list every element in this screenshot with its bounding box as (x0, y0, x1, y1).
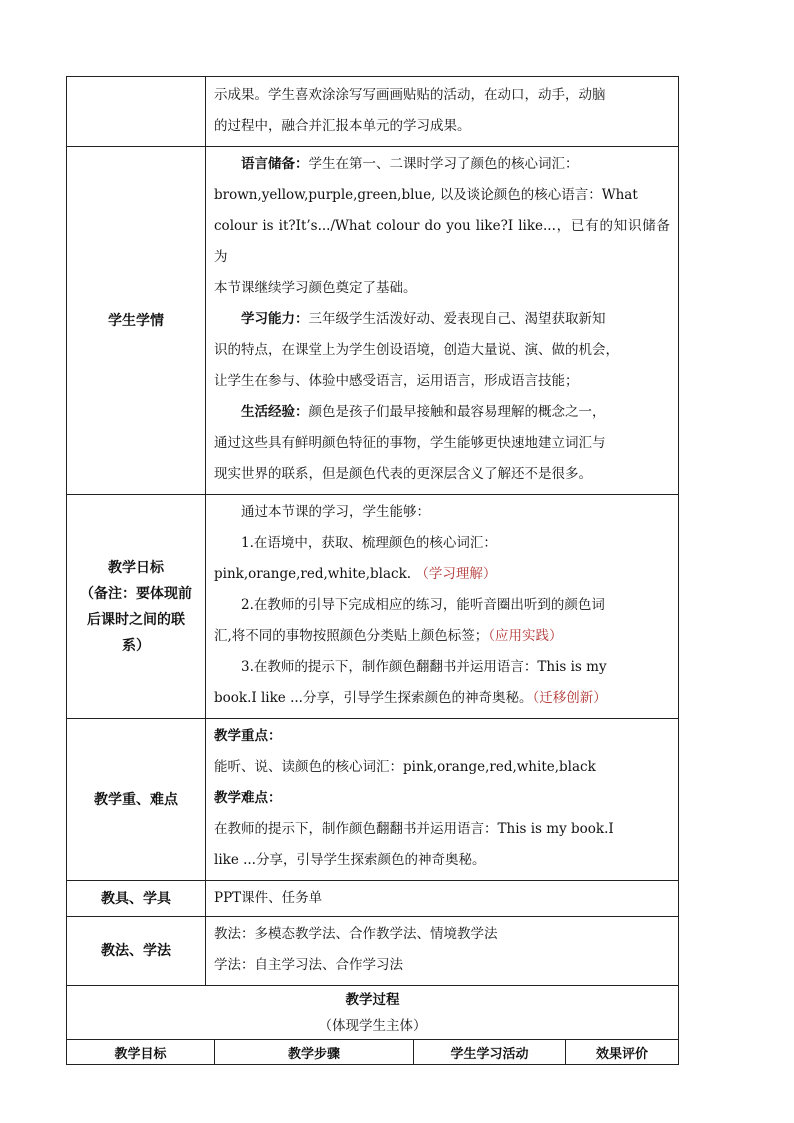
teaching-methods-content (206, 917, 679, 986)
lesson-plan-table (66, 76, 679, 1040)
row-student-analysis (67, 147, 679, 495)
column-header-evaluation: 效果评价 (566, 1040, 679, 1065)
goal-1-tag: （学习理解） (415, 566, 497, 582)
goal-2-line-1: 2.在教师的引导下完成相应的练习，能听音圈出听到的颜色词 (241, 597, 605, 613)
teaching-goals-label: 教学日标 （备注：要体现前 后课时之间的联 系） (67, 495, 206, 719)
goal-3-tag: （迁移创新） (532, 690, 607, 706)
teaching-methods-label: 教法、学法 (67, 917, 206, 986)
goal-2-line-2: 汇,将不同的事物按照颜色分类贴上颜色标签；（应用实践） (214, 628, 563, 644)
learning-method-text: 学法：自主学习法、合作学习法 (214, 957, 403, 973)
life-experience-line-1: 生活经验：颜色是孩子们最早接触和最容易理解的概念之一， (241, 404, 606, 420)
goal-1-line-2: pink,orange,red,white,black. （学习理解） (214, 566, 497, 582)
learning-ability-line-1: 学习能力：三年级学生活泼好动、爱表现自己、渴望获取新知 (241, 311, 606, 327)
process-subtitle: （体现学生主体） (318, 1017, 427, 1034)
key-point-text: 能听、说、读颜色的核心词汇：pink,orange,red,white,black (214, 759, 596, 775)
language-reserve-line-4: 本节课继续学习颜色奠定了基础。 (214, 280, 417, 296)
row-continued-content (67, 77, 679, 147)
continued-text-line-1: 示成果。学生喜欢涂涂写写画画贴贴的活动，在动口，动手，动脑 (214, 87, 606, 103)
key-point-heading: 教学重点： (214, 728, 282, 744)
column-header-goal: 教学目标 (67, 1040, 215, 1065)
goal-3-line-1: 3.在教师的提示下，制作颜色翻翻书并运用语言：This is my (241, 659, 607, 675)
key-points-content (206, 719, 679, 881)
life-experience-heading: 生活经验： (241, 404, 309, 420)
column-header-steps: 教学步骤 (215, 1040, 414, 1065)
difficulty-heading: 教学难点： (214, 790, 282, 806)
teaching-tools-content: PPT课件、任务单 (206, 881, 679, 917)
goals-intro: 通过本节课的学习，学生能够： (241, 504, 430, 520)
row-teaching-methods (67, 917, 679, 986)
continued-content-cell (206, 77, 679, 147)
goal-2-tag: （应用实践） (488, 628, 563, 644)
teaching-tools-label: 教具、学具 (67, 881, 206, 917)
row-key-points (67, 719, 679, 881)
learning-ability-line-2: 识的特点，在课堂上为学生创设语境，创造大量说、演、做的机会， (214, 342, 619, 358)
learning-ability-heading: 学习能力： (241, 311, 309, 327)
life-experience-line-3: 现实世界的联系，但是颜色代表的更深层含义了解还不是很多。 (214, 466, 592, 482)
column-header-activities: 学生学习活动 (414, 1040, 566, 1065)
language-reserve-heading: 语言储备： (241, 156, 309, 172)
student-analysis-content (206, 147, 679, 495)
row-teaching-goals (67, 495, 679, 719)
lesson-plan-document (66, 76, 678, 1065)
life-experience-line-2: 通过这些具有鲜明颜色特征的事物，学生能够更快速地建立词汇与 (214, 435, 606, 451)
empty-label-cell (67, 77, 206, 147)
language-reserve-line-2: brown,yellow,purple,green,blue, 以及谈论颜色的核心语言：What (214, 187, 638, 203)
learning-ability-line-3: 让学生在参与、体验中感受语言，运用语言，形成语言技能； (214, 373, 579, 389)
key-points-label: 教学重、难点 (67, 719, 206, 881)
process-columns-row (67, 1040, 679, 1065)
row-process-header (67, 986, 679, 1040)
teaching-goals-content (206, 495, 679, 719)
student-analysis-label: 学生学情 (67, 147, 206, 495)
difficulty-text-line-1: 在教师的提示下，制作颜色翻翻书并运用语言：This is my book.I (214, 821, 614, 837)
process-title: 教学过程 (345, 991, 400, 1008)
process-header-cell (67, 986, 679, 1040)
goal-1-line-1: 1.在语境中，获取、梳理颜色的核心词汇： (241, 535, 497, 551)
teaching-method-text: 教法：多模态教学法、合作教学法、情境教学法 (214, 926, 498, 942)
goal-3-line-2: book.I like ...分享，引导学生探索颜色的神奇奥秘。（迁移创新） (214, 690, 607, 706)
language-reserve-line-3: colour is it?It’s.../What colour do you like?I like...，已有的知识储备为 (214, 218, 670, 265)
continued-text-line-2: 的过程中，融合并汇报本单元的学习成果。 (214, 118, 471, 134)
row-teaching-tools (67, 881, 679, 917)
difficulty-text-line-2: like ...分享，引导学生探索颜色的神奇奥秘。 (214, 852, 486, 868)
language-reserve-line-1: 语言储备：学生在第一、二课时学习了颜色的核心词汇： (241, 156, 579, 172)
process-columns-table (66, 1039, 679, 1065)
